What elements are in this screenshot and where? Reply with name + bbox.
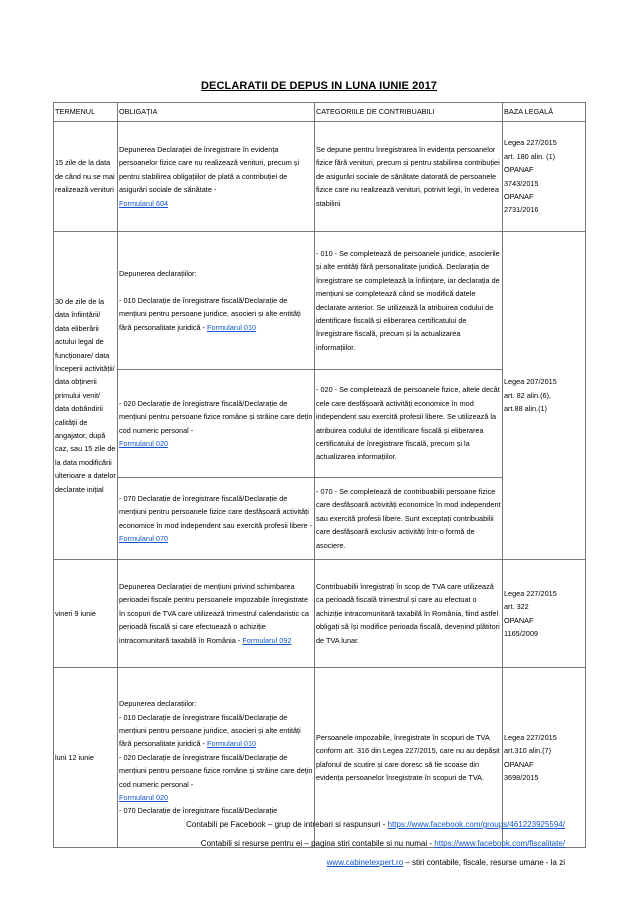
row3-termen: vineri 9 iunie bbox=[54, 560, 118, 668]
row2a-intro: Depunerea declarațiilor: bbox=[119, 268, 197, 278]
row1-baza-line: OPANAF bbox=[504, 165, 534, 175]
row3-baza-line: 1165/2009 bbox=[504, 628, 538, 638]
row2-baza bbox=[503, 232, 586, 560]
page-title: DECLARATII DE DEPUS IN LUNA IUNIE 2017 bbox=[200, 80, 438, 92]
footer-line-1-text: Contabili pe Facebook – grup de intrebari si raspunsuri - bbox=[186, 820, 386, 829]
row2-baza-line: Legea 207/2015 bbox=[504, 377, 557, 387]
header-categorii: CATEGORIILE DE CONTRIBUABILI bbox=[315, 103, 503, 122]
row1-baza-line: art. 180 alin. (1) bbox=[504, 151, 556, 161]
formular-010-link[interactable]: Formularul 010 bbox=[207, 739, 257, 749]
row2a-obligatia bbox=[118, 232, 315, 370]
row1-baza-line: 3743/2015 bbox=[504, 178, 539, 188]
row3-baza bbox=[503, 560, 586, 668]
row1-obligatia-text: Depunerea Declarației de înregistrare în evidența persoanelor fizice care nu realizează venituri, precum și pentru stabilirea obligațiilor de plată a contribuției de asigurări sociale de sănătate - bbox=[119, 144, 300, 195]
spacer bbox=[119, 280, 313, 293]
formular-070-link[interactable]: Formularul 070 bbox=[119, 533, 169, 543]
header-row bbox=[54, 103, 586, 122]
row2a-obligatia-text: - 010 Declarație de înregistrare fiscală/Declarație de mențiuni pentru persoane juridice, asocieri și alte entități fără personalitate juridică - bbox=[119, 295, 301, 332]
row2-baza-line: art. 82 alin.(6), bbox=[504, 390, 552, 400]
row4-ob1: - 010 Declarație de înregistrare fiscală/Declarație de mențiuni pentru persoane juridice, asocieri și alte entități fără personalitate juridică - bbox=[119, 712, 301, 749]
footer-line-2-text: Contabili si resurse pentru ei – pagina stiri contabile si nu numai - bbox=[200, 839, 433, 848]
declarations-table bbox=[53, 102, 586, 848]
row2b-obligatia-text: - 020 Declarație de înregistrare fiscală/Declarație de mențiuni pentru persoane fizice române și străine care dețin cod numeric personal - bbox=[119, 398, 313, 435]
footer-line-1 bbox=[0, 819, 565, 830]
row3-obligatia bbox=[118, 560, 315, 668]
row4-termen: luni 12 iunie bbox=[54, 668, 118, 848]
formular-604-link[interactable]: Formularul 604 bbox=[119, 198, 169, 208]
header-baza: BAZA LEGALĂ bbox=[503, 103, 586, 122]
row1-obligatia bbox=[118, 122, 315, 232]
row2c-categorii: - 070 - Se completează de contribuabilii persoane fizice care desfășoară activități economice în mod independent sau exercită profesii libere. Sunt exceptați contribuabilii care desfășoară exclusiv activități într-o formă de asociere. bbox=[315, 478, 503, 560]
footer-line-2 bbox=[0, 838, 565, 849]
row1-baza-line: OPANAF bbox=[504, 191, 534, 201]
row4-baza-line: art.310 alin.(7) bbox=[504, 746, 552, 756]
row3-baza-line: art. 322 bbox=[504, 602, 529, 612]
row2a-categorii: - 010 - Se completează de persoanele juridice, asocierile și alte entități fără personalitate juridică. Declarația de înregistrare se completează la înființare, iar declarația de mențiuni se completează când se modifică datele declarate anterior. Se utilizează la atribuirea codului de identificare fiscală și eliberarea certificatului de înregistrare fiscală, precum și la actualizarea informațiilor. bbox=[315, 232, 503, 370]
table-row bbox=[54, 560, 586, 668]
row2b-categorii: - 020 - Se completează de persoanele fizice, altele decât cele care desfășoară activități economice în mod independent sau exercită profesii libere. Se utilizează la atribuirea codului de identificare fiscală și eliberarea certificatului de înregistrare fiscală, precum și la actualizarea informațiilor. bbox=[315, 370, 503, 478]
row2-baza-line: art.88 alin.(1) bbox=[504, 404, 547, 414]
cabinetexpert-link[interactable]: www.cabinetexpert.ro bbox=[326, 858, 404, 867]
facebook-page-link[interactable]: https://www.facebook.com/fiscalitate/ bbox=[434, 839, 565, 848]
header-termen: TERMENUL bbox=[54, 103, 118, 122]
row4-intro: Depunerea declarațiilor: bbox=[119, 699, 197, 709]
row3-obligatia-text: Depunerea Declarației de mențiuni privind schimbarea perioadei fiscale pentru persoanele impozabile înregistrate în scopuri de TVA care utilizează trimestrul calendaristic ca perioadă fiscală și care efectuează o achiziție intracomunitară taxabilă în România - bbox=[119, 581, 309, 645]
table-row bbox=[54, 122, 586, 232]
row1-baza-line: Legea 227/2015 bbox=[504, 138, 557, 148]
formular-020-link[interactable]: Formularul 020 bbox=[119, 438, 169, 448]
row1-termen: 15 zile de la data de când nu se mai realizează venituri bbox=[54, 122, 118, 232]
formular-010-link[interactable]: Formularul 010 bbox=[207, 322, 257, 332]
table-row bbox=[54, 232, 586, 370]
row3-categorii: Contribuabilii înregistrați în scop de TVA care utilizează ca perioadă fiscală trimestrul și care au efectuat o achiziție intracomunitară taxabilă în România, fiind astfel obligați să își modifice perioada fiscală, devenind plătitori de TVA lunar. bbox=[315, 560, 503, 668]
row4-baza-line: 3698/2015 bbox=[504, 772, 539, 782]
footer-line-3 bbox=[0, 857, 565, 868]
facebook-group-link[interactable]: https://www.facebook.com/groups/461223925594/ bbox=[387, 820, 565, 829]
row4-ob3: - 070 Declarație de înregistrare fiscală/Declarație bbox=[119, 806, 278, 816]
row3-baza-line: OPANAF bbox=[504, 615, 534, 625]
row1-baza-line: 2731/2016 bbox=[504, 205, 539, 215]
header-obligatia: OBLIGAȚIA bbox=[118, 103, 315, 122]
row4-categorii: Persoanele impozabile, înregistrate în scopuri de TVA conform art. 316 din Legea 227/2015, care nu au depășit plafonul de scutire și care doresc să fie scoase din evidența persoanelor înregistrate în scopuri de TVA. bbox=[315, 668, 503, 848]
row4-baza-line: OPANAF bbox=[504, 759, 534, 769]
row2c-obligatia bbox=[118, 478, 315, 560]
row1-categorii: Se depune pentru înregistrarea în evidența persoanelor fizice fără venituri, precum și pentru stabilirea contribuției de asigurări sociale de sănătate datorată de persoanele fizice care nu realizează venituri, potrivit legii, în vederea stabilirii bbox=[315, 122, 503, 232]
row1-baza bbox=[503, 122, 586, 232]
row4-ob2: - 020 Declarație de înregistrare fiscală/Declarație de mențiuni pentru persoane fizice române și străine care dețin cod numeric personal - bbox=[119, 752, 313, 789]
row4-baza-line: Legea 227/2015 bbox=[504, 732, 557, 742]
row2c-obligatia-text: - 070 Declarație de înregistrare fiscală/Declarație de mențiuni pentru persoanele fizice care desfășoară activități economice în mod independent sau exercită profesii libere - bbox=[119, 493, 313, 530]
row2b-obligatia bbox=[118, 370, 315, 478]
footer-line-3-text: – stiri contabile, fiscale, resurse umane - la zi bbox=[405, 858, 565, 867]
row2-termen: 30 de zile de la data înființării/ data eliberării actului legal de funcționare/ data începerii activității/ data obținerii primului venit/ data dobândirii calității de angajator, după caz, sau 15 zile de la data modificării ulterioare a datelor declarate inițial bbox=[54, 232, 118, 560]
formular-020-link[interactable]: Formularul 020 bbox=[119, 793, 169, 803]
formular-092-link[interactable]: Formularul 092 bbox=[242, 635, 292, 645]
row3-baza-line: Legea 227/2015 bbox=[504, 588, 557, 598]
